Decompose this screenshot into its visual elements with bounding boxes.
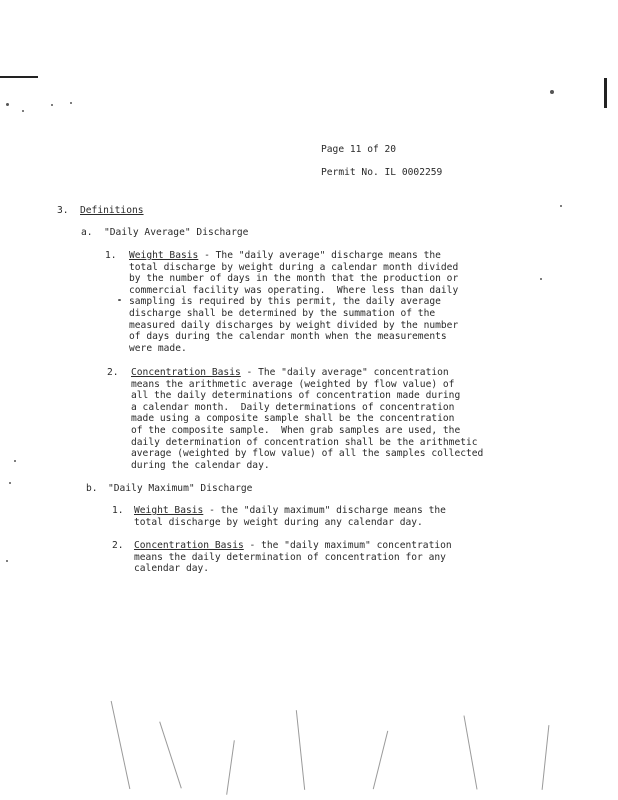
item-a1-line: commercial facility was operating. Where less than daily — [129, 284, 459, 296]
item-a1-line: by the number of days in the month that the production or — [129, 273, 459, 285]
item-a2-line: average (weighted by flow value) of all the samples collected — [131, 448, 484, 460]
item-a1-line: of days during the calendar month when the measurements — [129, 331, 447, 343]
scan-streak — [111, 701, 131, 789]
item-b1-term: Weight Basis — [134, 505, 204, 516]
scan-speck — [22, 110, 24, 112]
scan-speck — [118, 299, 121, 301]
scan-speck — [550, 90, 554, 94]
item-a2-line: all the daily determinations of concentration made during — [131, 390, 461, 402]
subsection-b-title: "Daily Maximum" Discharge — [108, 483, 253, 494]
item-a2-line: of the composite sample. When grab samples are used, the — [131, 424, 461, 436]
scan-speck — [70, 102, 72, 104]
subsection-a-marker: a. — [81, 227, 93, 238]
item-a2-paragraph — [131, 367, 483, 471]
page-number: Page 11 of 20 — [321, 144, 397, 155]
item-a1-line: - The "daily average" discharge means the — [198, 250, 441, 261]
item-a1-term: Weight Basis — [129, 250, 199, 261]
scan-speck — [14, 460, 16, 462]
item-a2-line: means the arithmetic average (weighted by flow value) of — [131, 378, 455, 390]
scan-streak — [542, 725, 550, 790]
section-number: 3. — [57, 205, 69, 216]
scan-edge-mark-right — [604, 78, 607, 108]
item-b1-paragraph — [134, 505, 446, 528]
item-a2-number: 2. — [107, 367, 119, 378]
scan-speck — [6, 560, 8, 562]
scan-streak — [226, 740, 235, 795]
item-b2-number: 2. — [112, 540, 124, 551]
subsection-a-title: "Daily Average" Discharge — [104, 227, 249, 238]
item-b1-line: - the "daily maximum" discharge means the — [203, 505, 446, 516]
scan-speck — [6, 103, 9, 106]
scan-streak — [159, 722, 182, 789]
section-title: Definitions — [80, 205, 144, 216]
item-a2-line: daily determination of concentration shall be the arithmetic — [131, 436, 478, 448]
scan-speck — [540, 278, 542, 280]
item-a1-line: sampling is required by this permit, the daily average — [129, 296, 441, 308]
item-a2-line: a calendar month. Daily determinations of concentration — [131, 401, 455, 413]
item-a1-line: discharge shall be determined by the summation of the — [129, 307, 436, 319]
scan-streak — [296, 710, 305, 790]
scan-speck — [51, 104, 53, 106]
item-a1-line: measured daily discharges by weight divided by the number — [129, 319, 459, 331]
item-a1-line: were made. — [129, 342, 187, 354]
item-a2-term: Concentration Basis — [131, 367, 241, 378]
item-b1-number: 1. — [112, 505, 124, 516]
scan-edge-mark-left — [0, 76, 38, 78]
item-b2-paragraph — [134, 540, 452, 575]
scan-speck — [9, 482, 11, 484]
item-b2-line: calendar day. — [134, 563, 210, 575]
item-a2-line: - The "daily average" concentration — [240, 367, 449, 378]
item-b1-line: total discharge by weight during any calendar day. — [134, 516, 423, 528]
scan-streak — [463, 715, 477, 789]
item-a1-paragraph — [129, 250, 458, 354]
subsection-b-marker: b. — [86, 483, 98, 494]
item-b2-line: - the "daily maximum" concentration — [243, 540, 452, 551]
item-a1-number: 1. — [105, 250, 117, 261]
item-a2-line: during the calendar day. — [131, 459, 270, 471]
item-a2-line: made using a composite sample shall be the concentration — [131, 413, 455, 425]
scan-speck — [560, 205, 562, 207]
item-b2-line: means the daily determination of concentration for any — [134, 551, 446, 563]
item-b2-term: Concentration Basis — [134, 540, 244, 551]
scan-streak — [373, 731, 388, 789]
permit-number: Permit No. IL 0002259 — [321, 167, 443, 178]
item-a1-line: total discharge by weight during a calendar month divided — [129, 261, 459, 273]
